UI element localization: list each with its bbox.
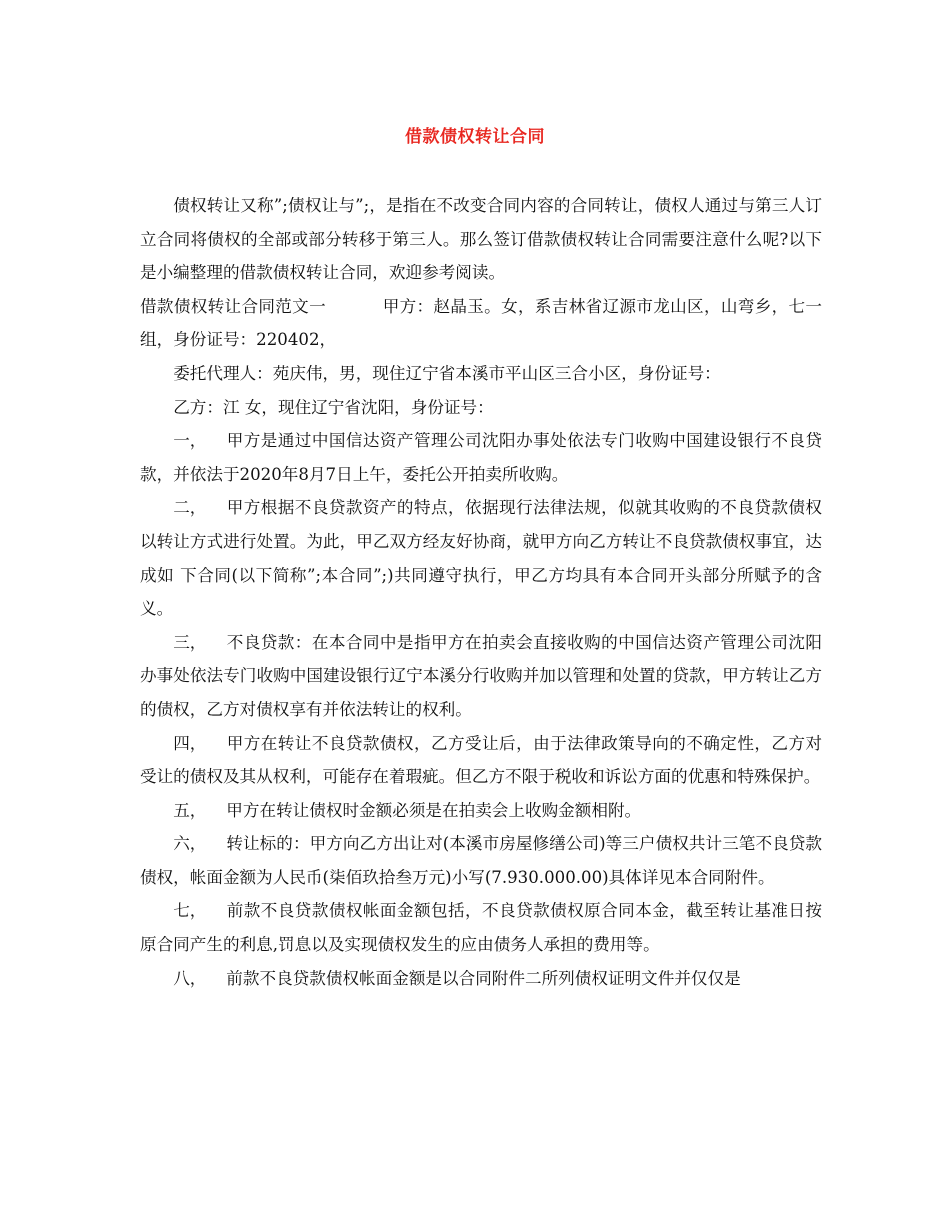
- clause-text: 甲方根据不良贷款资产的特点，依据现行法律法规，似就其收购的不良贷款债权以转让方式进行处置。为此，甲乙双方经友好协商，就甲方向乙方转让不良贷款债权事宜，达成如 下合同(以下简称”;本合同”;)共同遵守执行，甲乙方均具有本合同开头部分所赋予的含义。: [140, 498, 822, 619]
- clause-paragraph: [140, 827, 822, 894]
- clause-text: 不良贷款：在本合同中是指甲方在拍卖会直接收购的中国信达资产管理公司沈阳办事处依法专门收购中国建设银行辽宁本溪分行收购并加以管理和处置的贷款，甲方转让乙方的债权，乙方对债权享有并依法转让的权利。: [140, 632, 822, 719]
- clause-number: 四，: [173, 733, 207, 753]
- clause-number: 八，: [173, 968, 207, 988]
- clause-number: 二，: [173, 498, 207, 518]
- clause-text: 前款不良贷款债权帐面金额包括，不良贷款债权原合同本金，截至转让基准日按原合同产生的利息,罚息以及实现债权发生的应由债务人承担的费用等。: [140, 901, 822, 955]
- clause-number: 六，: [173, 834, 207, 854]
- intro-paragraph: 债权转让又称”;债权让与”;，是指在不改变合同内容的合同转让，债权人通过与第三人订立合同将债权的全部或部分转移于第三人。那么签订借款债权转让合同需要注意什么呢?以下是小编整理的借款债权转让合同，欢迎参考阅读。: [140, 196, 822, 283]
- clause-number: 七，: [173, 901, 207, 921]
- clause-paragraph: [140, 424, 822, 491]
- clause-number: 五，: [173, 800, 207, 820]
- agent-paragraph: 委托代理人：苑庆伟，男，现住辽宁省本溪市平山区三合小区，身份证号：: [173, 363, 721, 383]
- clause-number: 一，: [173, 431, 207, 451]
- party-a-text: 甲方：赵晶玉。女，系吉林省辽源市龙山区，山弯乡，七一组，身份证号：220402，: [140, 296, 823, 350]
- party-a-paragraph: [140, 290, 822, 357]
- clause-text: 转让标的：甲方向乙方出让对(本溪市房屋修缮公司)等三户债权共计三笔不良贷款债权，帐面金额为人民币(柒佰玖拾叁万元)小写(7.930.000.00)具体详见本合同附件。: [140, 834, 822, 887]
- clause-paragraph: [140, 962, 822, 996]
- document-title: 借款债权转让合同: [405, 127, 545, 147]
- clause-paragraph: [140, 727, 822, 794]
- clause-text: 前款不良贷款债权帐面金额是以合同附件二所列债权证明文件并仅仅是: [226, 968, 741, 988]
- clause-paragraph: [140, 491, 822, 625]
- clause-text: 甲方是通过中国信达资产管理公司沈阳办事处依法专门收购中国建设银行不良贷款，并依法于2020年8月7日上午，委托公开拍卖所收购。: [140, 431, 822, 484]
- sample-heading: 借款债权转让合同范文一: [140, 296, 326, 316]
- clause-paragraph: [140, 626, 822, 727]
- clause-text: 甲方在转让不良贷款债权，乙方受让后，由于法律政策导向的不确定性，乙方对受让的债权及其从权利，可能存在着瑕疵。但乙方不限于税收和诉讼方面的优惠和特殊保护。: [140, 733, 822, 787]
- party-b-paragraph: 乙方：江 女，现住辽宁省沈阳，身份证号：: [173, 397, 494, 417]
- document-body: [140, 189, 822, 995]
- clause-paragraph: [140, 794, 822, 828]
- clause-number: 三，: [173, 632, 207, 652]
- clause-text: 甲方在转让债权时金额必须是在拍卖会上收购金额相附。: [226, 800, 642, 820]
- clause-paragraph: [140, 894, 822, 961]
